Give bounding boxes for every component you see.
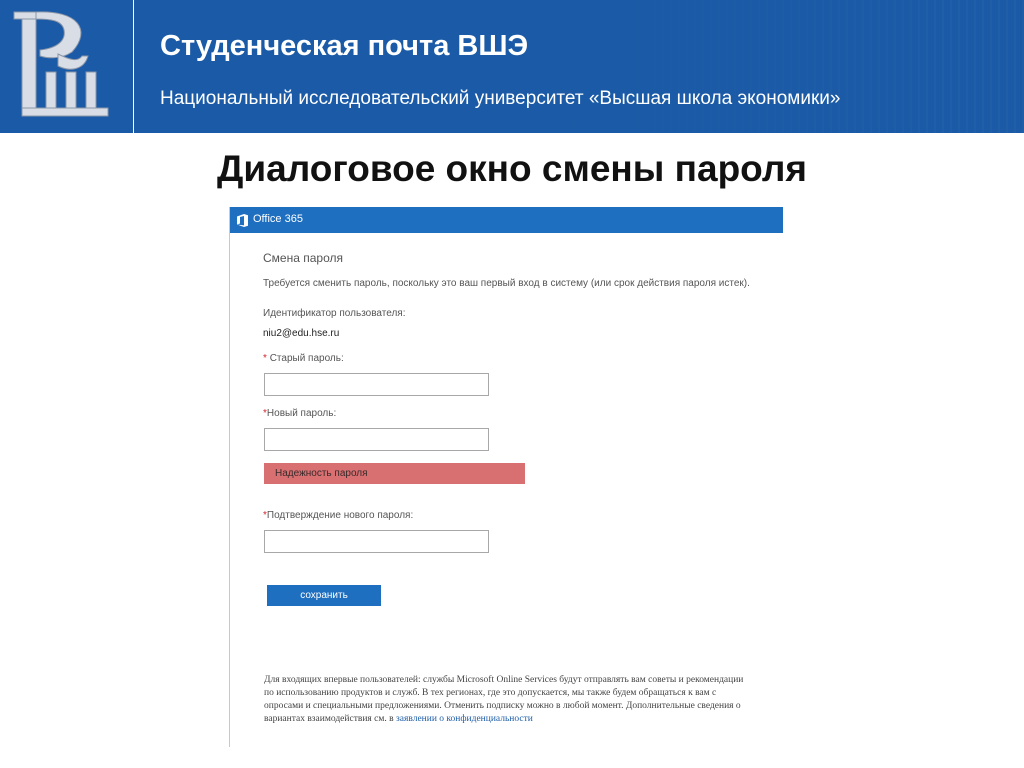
old-password-label: * Старый пароль: [263,353,344,364]
required-mark: * [263,408,267,419]
slide-header [0,0,1024,134]
form-notice: Требуется сменить пароль, поскольку это ваш первый вход в систему (или срок действия пароля истек). [263,278,750,289]
form-heading: Смена пароля [263,251,343,265]
password-strength-bar [264,463,525,484]
confirm-password-input[interactable] [264,530,489,553]
save-button[interactable]: сохранить [267,585,381,606]
new-password-input[interactable] [264,428,489,451]
password-strength-label: Надежность пароля [275,468,368,479]
office365-bar [230,207,783,233]
user-id-value: niu2@edu.hse.ru [263,328,340,339]
footer-text: Для входящих впервые пользователей: службы Microsoft Online Services будут отправлять вам советы и рекомендации по использованию продуктов и служб. В тех регионах, где это допускается, мы также будем обращаться к вам с опросами и специальными предложениями. Отменить подписку можно в любой момент. Дополнительные сведения о вариантах взаимодействия см. в [264,675,744,724]
header-title: Студенческая почта ВШЭ [160,30,529,62]
required-mark: * [263,353,267,364]
new-password-label: *Новый пароль: [263,408,337,419]
slide-title: Диалоговое окно смены пароля [217,148,807,189]
office-logo-icon [237,214,248,227]
required-mark: * [263,510,267,521]
office365-label: Office 365 [253,213,303,225]
password-change-screenshot [229,207,783,747]
old-password-input[interactable] [264,373,489,396]
header-subtitle: Национальный исследовательский университет «Высшая школа экономики» [160,88,841,109]
hse-logo-icon [0,0,133,133]
footer-notice [264,674,744,726]
privacy-statement-link[interactable]: заявлении о конфиденциальности [396,714,533,724]
confirm-password-label: *Подтверждение нового пароля: [263,510,414,521]
user-id-label: Идентификатор пользователя: [263,308,406,319]
hse-logo [0,0,133,133]
